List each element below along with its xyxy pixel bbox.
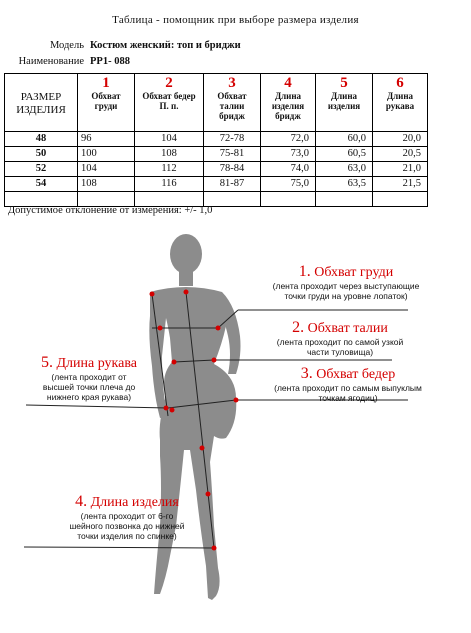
name-value: РР1- 088	[90, 56, 130, 67]
hips-number: 3.	[300, 365, 313, 382]
waist-desc-2: части туловища)	[306, 347, 374, 357]
sleeve-number: 5.	[41, 354, 53, 371]
sleeve-title: Длина рукава	[56, 356, 137, 371]
pants-length-cell: 75,0	[261, 177, 316, 192]
waist-cell: 75-81	[204, 147, 261, 162]
length-cell: 63,0	[316, 162, 373, 177]
size-header: РАЗМЕР ИЗДЕЛИЯ	[5, 74, 78, 132]
hips-callout	[250, 366, 446, 403]
model-row	[0, 40, 241, 51]
woman-silhouette	[149, 234, 240, 600]
sleeve-cell: 21,0	[373, 162, 428, 177]
hips-cell: 116	[135, 177, 204, 192]
pants-length-cell: 72,0	[261, 132, 316, 147]
hips-cell: 108	[135, 147, 204, 162]
tolerance-note: Допустимое отклонение от измерения: +/- 1,0	[8, 205, 213, 216]
chest-cell: 108	[78, 177, 135, 192]
waist-desc-1: (лента проходит по самой узкой	[276, 337, 404, 347]
length-cell: 60,5	[316, 147, 373, 162]
length-callout	[52, 494, 202, 541]
pants-length-cell: 74,0	[261, 162, 316, 177]
chest-title: Обхват груди	[314, 265, 394, 280]
length-desc-1: (лента проходит от 6-го	[80, 511, 174, 521]
chest-cell: 96	[78, 132, 135, 147]
table-row	[5, 132, 428, 147]
sleeve-desc-3: нижнего края рукава)	[46, 392, 132, 402]
hips-cell: 104	[135, 132, 204, 147]
chest-cell: 100	[78, 147, 135, 162]
size-cell: 54	[5, 177, 78, 192]
col-header-5: 5 Длина изделия	[316, 74, 373, 132]
size-table	[4, 73, 428, 207]
chest-desc-1: (лента проходит через выступающие	[272, 281, 420, 291]
size-cell: 50	[5, 147, 78, 162]
col-header-6: 6 Длина рукава	[373, 74, 428, 132]
table-row	[5, 147, 428, 162]
name-row	[0, 56, 130, 67]
waist-title: Обхват талии	[307, 321, 388, 336]
length-desc-2: шейного позвонка до нижней	[69, 521, 185, 531]
sleeve-cell: 20,0	[373, 132, 428, 147]
hips-title: Обхват бедер	[316, 367, 396, 382]
length-number: 4.	[75, 493, 88, 510]
sleeve-desc-1: (лента проходит от	[51, 372, 127, 382]
hips-desc-1: (лента проходит по самым выпуклым	[274, 383, 422, 393]
waist-cell: 81-87	[204, 177, 261, 192]
pants-length-cell: 73,0	[261, 147, 316, 162]
sleeve-desc-2: высшей точки плеча до	[42, 382, 136, 392]
length-cell: 60,0	[316, 132, 373, 147]
size-cell: 48	[5, 132, 78, 147]
page-title: Таблица - помощник при выборе размера изделия	[112, 14, 359, 26]
chest-desc-2: точки груди на уровне лопаток)	[284, 291, 408, 301]
waist-number: 2.	[292, 319, 305, 336]
waist-callout	[250, 320, 430, 357]
model-value: Костюм женский: топ и бриджи	[90, 40, 241, 51]
chest-cell: 104	[78, 162, 135, 177]
waist-cell: 78-84	[204, 162, 261, 177]
col-header-3: 3 Обхват талии бридж	[204, 74, 261, 132]
chest-callout	[246, 264, 446, 301]
model-label: Модель	[49, 40, 84, 51]
length-cell: 63,5	[316, 177, 373, 192]
col-header-2: 2 Обхват бедер П. п.	[135, 74, 204, 132]
name-label: Наименование	[18, 56, 84, 67]
table-header-row	[5, 74, 428, 132]
col-header-1: 1 Обхват груди	[78, 74, 135, 132]
table-row	[5, 162, 428, 177]
sleeve-pointer-line	[26, 405, 168, 408]
sleeve-cell: 20,5	[373, 147, 428, 162]
table-row	[5, 177, 428, 192]
col-header-4: 4 Длина изделия бридж	[261, 74, 316, 132]
hips-cell: 112	[135, 162, 204, 177]
length-pointer-line	[24, 547, 214, 548]
chest-number: 1.	[298, 263, 311, 280]
length-title: Длина изделия	[90, 495, 179, 510]
size-cell: 52	[5, 162, 78, 177]
sleeve-callout	[24, 355, 154, 402]
hips-desc-2: точкам ягодиц)	[318, 393, 378, 403]
waist-cell: 72-78	[204, 132, 261, 147]
sleeve-cell: 21,5	[373, 177, 428, 192]
length-desc-3: точки изделия по спинке)	[77, 531, 177, 541]
